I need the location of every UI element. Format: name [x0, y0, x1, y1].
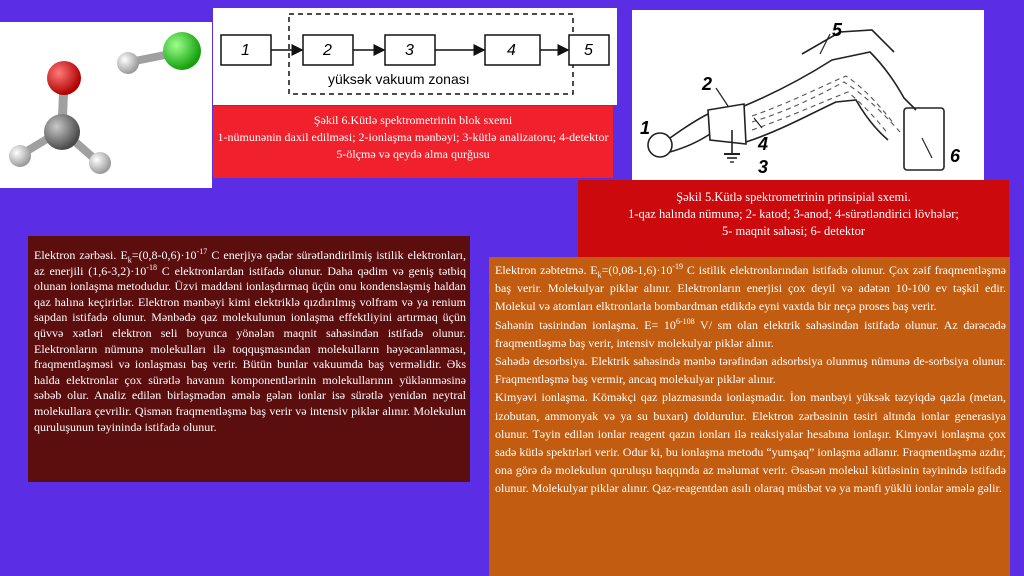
chlorine-atom — [163, 32, 201, 70]
figure5-caption-line1: 1-qaz halında nümunə; 2- katod; 3-anod; 4-sürətləndirici lövhələr; — [628, 207, 959, 221]
part-3-label: 3 — [758, 157, 769, 177]
field-ionization-paragraph — [495, 316, 1006, 352]
text-span: C istilik elektronlarından istifadə olunur. Çox zəif fraqmentləşmə baş verir. Molekulyar piklər alınır. Elektronların enerjisi çox deyil və adətən 10-100 ev təşkil edir. Molekul və atomları elktronlarla bombardman etdikdə eyni vaxtda bir neçə proses baş verir. — [495, 263, 1006, 314]
figure5-caption-title: Şəkil 5.Kütlə spektrometrinin prinsipial sxemi. — [676, 190, 911, 204]
principle-scheme-svg — [632, 10, 984, 180]
part-2-label: 2 — [702, 74, 713, 94]
field-desorption-paragraph: Sahədə desorbsiya. Elektrik sahəsində mənbə tərəfindən adsorbsiya olunmuş nümunə de-sorbsiya olunur. Fraqmentləşmə baş vermir, ancaq molekulyar piklər alınır. — [495, 354, 1006, 387]
subscript: k — [127, 255, 132, 265]
superscript: 6-108 — [675, 316, 695, 326]
hydrogen-atom — [89, 152, 111, 174]
figure5-caption-line2: 5- maqnit sahəsi; 6- detektor — [721, 224, 866, 238]
figure6-caption-title: Şəkil 6.Kütlə spektrometrinin blok sxemi — [313, 113, 513, 127]
block-scheme-diagram — [213, 8, 617, 105]
text-span: Elektron zəbtetmə. E — [495, 263, 598, 277]
principle-scheme-diagram — [632, 10, 984, 180]
chemical-ionization-paragraph: Kimyəvi ionlaşma. Köməkçi qaz plazmasında ionlaşmadır. İon mənbəyi yüksək təzyiqdə qazla (metan, izobutan, ammonyak və ya su buxarı) doldurulur. Elektron zərbəsinin təsiri altında ionlar generasiya olunur. Təyin edilən ionlar reagent qazın ionları ilə reaksiyalar hesabına ionlaşır. Kimyəvi ionlaşma çox sadə kütlə spektrləri verir. Odur ki, bu ionlaşma metodu “yumşaq” ionlaşma adlanır. Fraqmentləşmə azdır, ona görə də molekulun quruluşu haqqında az məlumat verir. Əsasən molekul kütləsinin təyinində istifadə olunur. Molekulyar piklər alınır. Qaz-reagentdən asılı olaraq müsbət və ya mənfi yüklü ionlar əmələ gəlir. — [495, 390, 1006, 496]
part-4-label: 4 — [758, 134, 769, 154]
subscript: k — [597, 270, 602, 280]
figure5-caption — [578, 180, 1009, 257]
text-span: C enerjiyə qədər sürətləndirilmiş istilik elektronları, az enerjili (1,6-3,2)·10 — [34, 248, 466, 278]
text-span: Sahənin təsirindən ionlaşma. E= 10 — [495, 317, 676, 332]
molecule-model-svg — [0, 22, 212, 188]
electron-impact-paragraph — [34, 248, 466, 435]
figure6-caption — [213, 106, 613, 178]
ionization-methods-text-block — [489, 257, 1010, 576]
text-span: =(0,8-0,6)·10 — [131, 248, 197, 262]
part-6-label: 6 — [950, 146, 961, 166]
oxygen-atom — [47, 61, 81, 95]
superscript: -17 — [196, 247, 208, 256]
carbon-atom — [44, 114, 80, 150]
electron-impact-text-block — [28, 236, 470, 482]
block-3-label: 3 — [405, 42, 414, 59]
part-1-label: 1 — [640, 118, 651, 138]
hydrogen-atom — [9, 145, 31, 167]
block-4-label: 4 — [507, 42, 516, 59]
figure6-caption-body: 1-nümunənin daxil edilməsi; 2-ionlaşma mənbəyi; 3-kütlə analizatoru; 4-detektor 5-ölçmə və qeydə alma qurğusu — [217, 130, 609, 161]
text-span: V/ sm olan elektrik sahəsindən istifadə olunur. Az dərəcədə fraqmentləşmə baş verir, intensiv molekulyar piklər alınır. — [495, 317, 1006, 350]
block-2-label: 2 — [323, 42, 332, 59]
part-5-label: 5 — [832, 20, 843, 40]
hydrogen-atom — [117, 52, 139, 74]
superscript: -19 — [672, 262, 684, 271]
block-1-label: 1 — [241, 42, 250, 59]
block-scheme-svg — [213, 8, 617, 105]
molecule-image — [0, 22, 212, 188]
superscript: -18 — [146, 262, 157, 272]
vacuum-zone-label: yüksək vakuum zonası — [328, 71, 470, 87]
electron-capture-paragraph — [495, 261, 1006, 316]
text-span: C elektronlardan istifadə olunur. Daha qədim və geniş tətbiq olunan ionlaşma metodudur. Üzvi maddəni ionlaşdırmaq üçün onu kondensləşmiş haldan qaz halına keçirirlər. Elektron mənbəyi kimi elektriklə qızdırılmış volfram və ya renium sapdan istifadə olunur. Mənbədə qaz molekulunun ionlaşma effektliyini artırmaq üçün qüvvə xətləri elektron seli boyunca yönələn maqnit sahəsindən istifadə olunur. Elektronların nümunə molekulları ilə toqquşmasından molekulların həyəcanlanması, fraqmentləşməsi və ionlaşması baş verir. Bütün bunlar vakuumda baş verməlidir. Əks halda elektronlar çox sürətlə havanın komponentlərinin molekullarının yüklənməsinə səbəb olur. Analiz edilən birləşmədən əmələ gələn ionlar isə sürətlə yenidən neytral molekullara çevrilir. Qismən fraqmentləşmə baş verir və intensiv piklər alınır. Molekulun quruluşunun təyinində istifadə olunur. — [34, 263, 466, 434]
text-span: Elektron zərbəsi. E — [34, 248, 128, 262]
block-5-label: 5 — [584, 42, 593, 59]
text-span: =(0,08-1,6)·10 — [601, 263, 673, 277]
